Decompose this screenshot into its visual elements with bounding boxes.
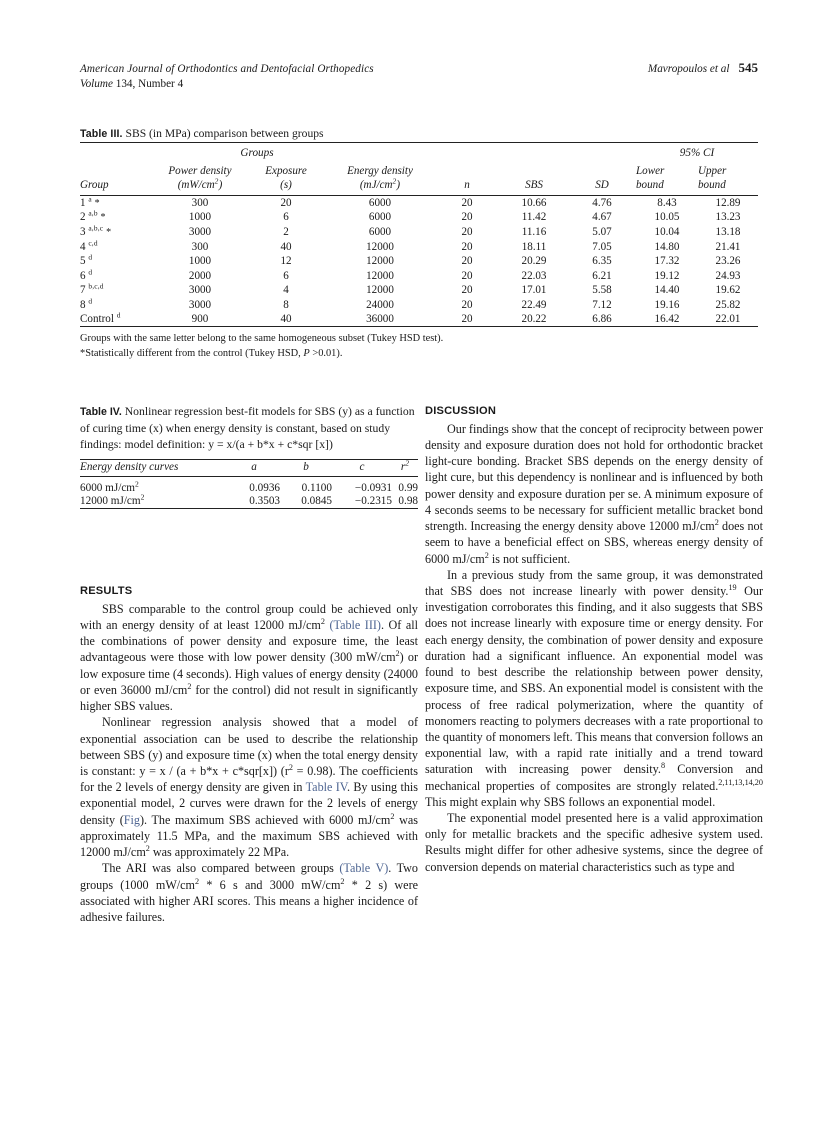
th-upper-bound: Upper bound (698, 165, 727, 192)
cell-c: −0.2315 (354, 494, 392, 507)
cell-upper: 25.82 (715, 298, 741, 311)
cell-lower: 19.12 (654, 269, 680, 282)
th-power-density: Power density $(mW/cm^2)$ (168, 165, 232, 192)
cell-sbs: 11.16 (521, 225, 547, 238)
cell-sd: 7.05 (592, 240, 612, 253)
cell-curve: 6000 $mJ/cm^2$ (80, 478, 139, 494)
cell-lower: 19.16 (654, 298, 680, 311)
cell-sd: 5.07 (592, 225, 612, 238)
cell-energy: 12000 (366, 255, 394, 268)
cell-sd: 6.86 (592, 313, 612, 326)
cell-exposure: 2 (283, 225, 289, 238)
cell-a: 0.0936 (249, 481, 280, 494)
cell-lower: 17.32 (654, 255, 680, 268)
cell-upper: 21.41 (715, 240, 741, 253)
cell-group: 1 $^a$ * (80, 194, 100, 210)
cell-sbs: 10.66 (521, 197, 547, 210)
cell-energy: 36000 (366, 313, 394, 326)
cell-energy: 12000 (366, 240, 394, 253)
results-paragraph-2: Nonlinear regression analysis showed that a model of exponential association can be used to describe the relationship between SBS (y) and exposure time (x) when the total energy density is constant: y = x / (a + b*x + c*sqr[x]) $(r^2 = 0.98)$. The coefficients for the 2 levels of energy density are given in Table IV. By using this exponential model, 2 curves were drawn for the 2 levels of energy density (Fig). The maximum SBS achieved with 6000 $mJ/cm^2$ was approximately 11.5 MPa, and the maximum SBS achieved with 12000 $mJ/cm^2$ was approximately 22 MPa. (80, 715, 419, 860)
table-3-span-header-row (80, 142, 758, 163)
cell-group: 2 $^{a,b}$ * (80, 208, 106, 224)
cell-sbs: 18.11 (521, 240, 547, 253)
cell-sbs: 22.03 (521, 269, 547, 282)
cell-n: 20 (461, 240, 473, 253)
cell-group: Control $^d$ (80, 310, 121, 326)
discussion-column (425, 404, 763, 875)
table-row (80, 283, 758, 298)
cell-n: 20 (461, 255, 473, 268)
table-row (80, 225, 758, 240)
cell-power: 1000 (188, 211, 212, 224)
cell-r2: 0.99 (398, 481, 418, 494)
th-energy-density: Energy density $(mJ/cm^2)$ (347, 165, 413, 192)
table-row (80, 254, 758, 269)
table-3-note-2: *Statistically different from the control (Tukey HSD, P >0.01). (80, 347, 343, 359)
cell-group: 6 $^d$ (80, 267, 93, 282)
cell-n: 20 (461, 211, 473, 224)
table-row (80, 312, 758, 327)
cell-b: 0.1100 (301, 481, 332, 494)
cell-sbs: 17.01 (521, 284, 547, 297)
discussion-heading: DISCUSSION (425, 405, 497, 417)
cell-n: 20 (461, 269, 473, 282)
cell-upper: 22.01 (715, 313, 741, 326)
table-row (80, 476, 418, 494)
link-table-3[interactable]: (Table III) (324, 618, 381, 633)
cell-upper: 23.26 (715, 255, 741, 268)
cell-energy: 6000 (368, 225, 392, 238)
th-sd: SD (595, 179, 609, 192)
table-3-caption (80, 126, 758, 142)
cell-sbs: 20.22 (521, 313, 547, 326)
discussion-paragraph-3: The exponential model presented here is a valid approximation only for metallic brackets and the specific adhesive system used. Results might differ for other adhesive systems, since the degree of conversion depends on material characteristics such as type and (425, 811, 763, 874)
cell-lower: 14.40 (654, 284, 680, 297)
cell-n: 20 (461, 225, 473, 238)
cell-group: 5 $^d$ (80, 252, 93, 268)
cell-exposure: 40 (280, 240, 292, 253)
cell-c: −0.0931 (354, 481, 392, 494)
th-r2: $r^2$ (400, 457, 410, 473)
journal-title: American Journal of Orthodontics and Dentofacial Orthopedics (80, 63, 374, 75)
th-a: a (251, 460, 257, 473)
table-3 (80, 126, 758, 361)
cell-exposure: 8 (283, 298, 289, 311)
cell-b: 0.0845 (301, 494, 332, 507)
cell-sbs: 22.49 (521, 298, 547, 311)
cell-exposure: 12 (280, 255, 292, 268)
table-row (80, 210, 758, 225)
table-4-grid (80, 459, 418, 511)
cell-exposure: 4 (283, 284, 289, 297)
results-heading: RESULTS (80, 585, 133, 597)
results-column (80, 584, 418, 925)
table-row (80, 239, 758, 254)
cell-sbs: 20.29 (521, 255, 547, 268)
th-lower-bound: Lower bound (636, 165, 665, 192)
volume-issue-line (80, 78, 758, 90)
link-table-5[interactable]: (Table V) (339, 861, 389, 876)
cell-energy: 24000 (366, 298, 394, 311)
table-3-bottom-rule (80, 327, 758, 329)
th-energy-density-curves: Energy density curves (80, 460, 179, 473)
th-b: b (303, 460, 309, 473)
cell-r2: 0.98 (398, 494, 418, 507)
cell-group: 7 $^{b,c,d}$ (80, 281, 104, 297)
table-4-label: Table IV. (80, 406, 122, 418)
cell-power: 1000 (188, 255, 212, 268)
table-row (80, 268, 758, 283)
cell-exposure: 20 (280, 197, 292, 210)
cell-power: 3000 (188, 298, 212, 311)
th-sbs: SBS (525, 179, 543, 192)
span-header-ci: 95% CI (679, 147, 715, 160)
cell-lower: 16.42 (654, 313, 680, 326)
cell-power: 3000 (188, 225, 212, 238)
table-3-header-row (80, 165, 758, 195)
cell-upper: 19.62 (715, 284, 741, 297)
table-4-header-row (80, 459, 418, 476)
cell-energy: 6000 (368, 197, 392, 210)
cell-curve: 12000 $mJ/cm^2$ (80, 491, 145, 507)
cell-sd: 4.67 (592, 211, 612, 224)
table-4-caption (80, 404, 418, 454)
cell-n: 20 (461, 298, 473, 311)
cell-power: 2000 (188, 269, 212, 282)
span-header-groups: Groups (240, 147, 274, 160)
cell-exposure: 6 (283, 269, 289, 282)
cell-lower: 14.80 (654, 240, 680, 253)
cell-energy: 6000 (368, 211, 392, 224)
cell-group: 3 $^{a,b,c}$ * (80, 223, 112, 238)
table-row (80, 494, 418, 509)
link-figure[interactable]: Fig (123, 812, 140, 827)
cell-n: 20 (461, 197, 473, 210)
table-3-label: Table III. (80, 128, 123, 140)
cell-sd: 6.35 (592, 255, 612, 268)
volume-label: Volume (80, 78, 113, 90)
cell-power: 300 (191, 197, 209, 210)
results-paragraph-3: The ARI was also compared between groups (Table V). Two groups (1000 $mW/cm^2 * 6$ s and 3000 $mW/cm^2 * 2$ s) were associated with higher ARI scores. This means a higher incidence of adhesive failures. (80, 861, 419, 924)
th-n: n (464, 179, 470, 192)
cell-n: 20 (461, 313, 473, 326)
table-3-caption-text: SBS (in MPa) comparison between groups (125, 127, 324, 140)
page-number: 545 (738, 60, 758, 75)
cell-sd: 4.76 (592, 197, 612, 210)
table-4-body (80, 476, 418, 510)
table-row (80, 195, 758, 210)
cell-power: 900 (191, 313, 209, 326)
table-4-bottom-rule (80, 508, 418, 510)
cell-exposure: 6 (283, 211, 289, 224)
running-authors: Mavropoulos et al (647, 63, 730, 75)
table-row (80, 298, 758, 313)
cell-a: 0.3503 (249, 494, 280, 507)
cell-sd: 5.58 (592, 284, 612, 297)
table-3-body (80, 195, 758, 328)
cell-energy: 12000 (366, 284, 394, 297)
cell-lower: 10.05 (654, 211, 680, 224)
cell-lower: 10.04 (654, 225, 680, 238)
discussion-paragraph-1: Our findings show that the concept of reciprocity between power density and exposure duration does not hold for orthodontic bracket light-cure bonding. Bracket SBS depends on the energy density of light cure, but this dependency is nonlinear and is influenced by both power density and exposure duration per se. A minimum exposure of 4 seconds seems to be necessary for sufficient metallic bracket bond strength. Increasing the energy density above 12000 $mJ/cm^2$ does not seem to have a beneficial effect on SBS, whereas energy density of 6000 $mJ/cm^2$ is not sufficient. (425, 421, 763, 566)
link-table-4[interactable]: Table IV (305, 780, 347, 795)
th-group: Group (80, 179, 109, 192)
table-3-notes (80, 332, 758, 362)
running-head (80, 60, 758, 90)
cell-sbs: 11.42 (521, 211, 547, 224)
table-3-note-1: Groups with the same letter belong to the same homogeneous subset (Tukey HSD test). (80, 332, 444, 344)
th-c: c (359, 460, 365, 473)
cell-sd: 6.21 (592, 269, 612, 282)
cell-upper: 13.23 (715, 211, 741, 224)
table-3-grid (80, 142, 758, 329)
cell-upper: 13.18 (715, 225, 741, 238)
volume-issue-rest: 134, Number 4 (112, 78, 184, 90)
cell-exposure: 40 (280, 313, 292, 326)
discussion-paragraph-2: In a previous study from the same group, it was demonstrated that SBS does not increase linearly with power density.$^{19}$ Our investigation corroborates this finding, and it also suggests that SBS does not increase linearly with exposure time or energy density. For each energy density, the combination of power density and exposure duration had a significant influence. An exponential model was found to best describe the relationship between power density, exposure time, and SBS. An exponential model is consistent with the process of free radical polymerization, where the quantity of monomers reacting to polymers decreases with a rate proportional to the quantity of monomers left. This means that conversion follows an exponential law, with a rapid rate initially and a trend toward saturation with increasing power density.$^8$ Conversion and mechanical properties of composites are strongly related.$^{2,11,13,14,20}$ This might explain why SBS follows an exponential model. (425, 567, 763, 809)
table-4 (80, 404, 418, 510)
cell-power: 3000 (188, 284, 212, 297)
cell-upper: 24.93 (715, 269, 741, 282)
cell-n: 20 (461, 284, 473, 297)
cell-sd: 7.12 (592, 298, 612, 311)
cell-power: 300 (191, 240, 209, 253)
table-4-caption-text: Nonlinear regression best-fit models for SBS (y) as a function of curing time (x) when energy density is constant, based on study findings: model definition: y = x/(a + b*x + c*sqr [x]) (80, 405, 415, 451)
cell-energy: 12000 (366, 269, 394, 282)
results-paragraph-1: SBS comparable to the control group could be achieved only with an energy density of at least 12000 $mJ/cm^2$ (Table III). Of all the combinations of power density and exposure time, the least advantageous were those with low power density (300 $mW/cm^2$) or low exposure time (4 seconds). High values of energy density (24000 or even 36000 $mJ/cm^2$ for the control) did not result in significantly higher SBS values. (80, 601, 418, 714)
th-exposure: Exposure (s) (265, 165, 307, 192)
cell-lower: 8.43 (657, 197, 677, 210)
cell-group: 4 $^{c,d}$ (80, 237, 98, 253)
cell-group: 8 $^d$ (80, 296, 93, 311)
cell-upper: 12.89 (715, 197, 741, 210)
